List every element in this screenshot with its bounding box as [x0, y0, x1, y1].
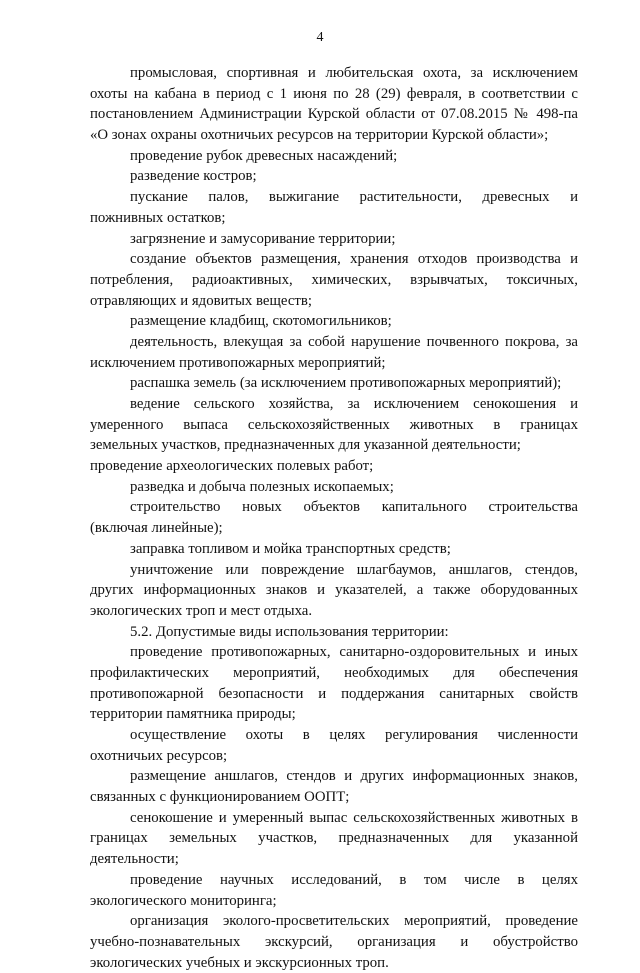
page-number: 4	[316, 30, 324, 45]
text-line: проведение научных исследований, в том числе в целях	[130, 871, 578, 888]
text-line: исключением противопожарных мероприятий;	[90, 354, 386, 371]
text-line: (включая линейные);	[90, 520, 223, 537]
text-line: профилактических мероприятий, необходимых для обеспечения	[90, 664, 578, 681]
text-line: ведение сельского хозяйства, за исключением сенокошения и	[130, 396, 578, 412]
text-line: пускание палов, выжигание растительности, древесных и	[130, 189, 578, 206]
text-line: размещение кладбищ, скотомогильников;	[130, 313, 392, 330]
text-line: разведка и добыча полезных ископаемых;	[130, 478, 394, 495]
text-line: сенокошение и умеренный выпас сельскохозяйственных животных в	[130, 809, 578, 826]
text-line: отравляющих и ядовитых веществ;	[90, 292, 312, 309]
text-line: других информационных знаков и указателей, а также оборудованных	[90, 582, 578, 599]
text-line: организация эколого-просветительских мероприятий, проведение	[130, 913, 578, 930]
text-line: проведение противопожарных, санитарно-оздоровительных и иных	[130, 644, 578, 661]
body-text	[90, 63, 578, 973]
text-line: осуществление охоты в целях регулирования численности	[130, 727, 578, 743]
text-line: противопожарной безопасности и поддержания санитарных свойств	[90, 685, 578, 702]
text-line: разведение костров;	[130, 168, 257, 185]
text-line: охотничьих ресурсов;	[90, 747, 228, 764]
text-line: заправка топливом и мойка транспортных средств;	[130, 540, 451, 557]
text-line: проведение археологических полевых работ;	[90, 458, 374, 475]
text-line: пожнивных остатков;	[90, 209, 226, 226]
text-line: связанных с функционированием ООПТ;	[90, 789, 350, 806]
text-line: 5.2. Допустимые виды использования территории:	[130, 623, 449, 640]
text-line: экологических троп и мест отдыха.	[90, 602, 313, 619]
text-line: постановлением Администрации Курской области от 07.08.2015 № 498-па	[90, 106, 578, 123]
text-line: потребления, радиоактивных, химических, взрывчатых, токсичных,	[90, 271, 578, 288]
text-line: умеренного выпаса сельскохозяйственных животных в границах	[90, 416, 578, 433]
text-line: промысловая, спортивная и любительская охота, за исключением	[130, 65, 578, 81]
text-line: распашка земель (за исключением противопожарных мероприятий);	[130, 375, 562, 392]
text-line: проведение рубок древесных насаждений;	[130, 147, 398, 164]
text-line: экологического мониторинга;	[90, 892, 277, 909]
text-line: строительство новых объектов капитального строительства	[130, 499, 578, 516]
text-line: размещение аншлагов, стендов и других информационных знаков,	[130, 768, 578, 785]
text-line: создание объектов размещения, хранения отходов производства и	[130, 251, 578, 268]
text-line: загрязнение и замусоривание территории;	[130, 230, 396, 247]
text-line: территории памятника природы;	[90, 706, 296, 723]
text-line: уничтожение или повреждение шлагбаумов, аншлагов, стендов,	[130, 561, 578, 578]
text-line: «О зонах охраны охотничьих ресурсов на территории Курской области»;	[90, 127, 549, 144]
text-line: деятельности;	[90, 851, 179, 868]
text-line: охоты на кабана в период с 1 июня по 28 (29) февраля, в соответствии с	[90, 85, 578, 102]
text-line: границах земельных участков, предназначенных для указанной	[90, 830, 578, 847]
text-line: экологических учебных и экскурсионных троп.	[90, 954, 389, 971]
text-line: земельных участков, предназначенных для указанной деятельности;	[90, 437, 521, 454]
text-line: учебно-познавательных экскурсий, организация и обустройство	[90, 933, 578, 950]
text-line: деятельность, влекущая за собой нарушение почвенного покрова, за	[130, 333, 578, 350]
